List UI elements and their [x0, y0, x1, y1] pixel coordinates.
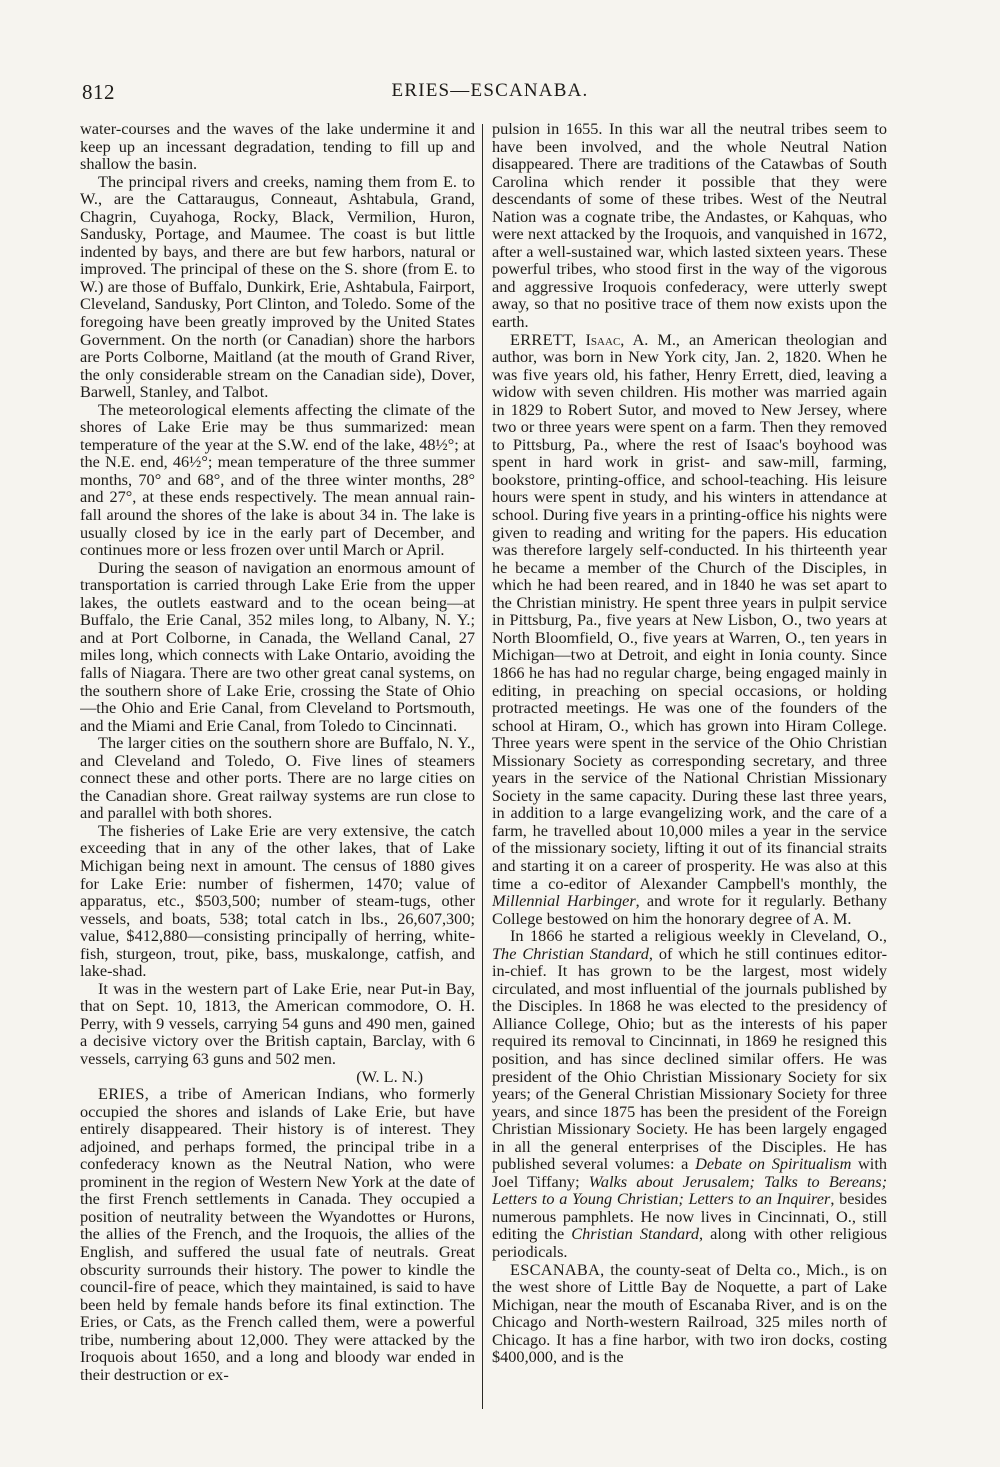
- paragraph: water-courses and the waves of the lake undermine it and keep up an incessant degradation, tending to fill up and shallow the basin.: [80, 120, 475, 174]
- paragraph: The larger cities on the southern shore are Buffalo, N. Y., and Cleveland and Toledo, O. Five lines of steamers connect these and other ports. There are no large cities on the Canadian shore. Great railway systems are run close to and parallel with both shores.: [80, 733, 475, 823]
- entry-errett: [492, 331, 887, 928]
- work-title: Debate on Spiritualism: [695, 1154, 852, 1174]
- entry-given-name: Isaac: [585, 329, 621, 349]
- entry-text: In 1866 he started a religious weekly in Cleveland, O.,: [510, 926, 887, 946]
- paragraph: The fisheries of Lake Erie are very extensive, the catch exceeding that in any of the other lakes, that of Lake Michigan being next in amount. The census of 1880 gives for Lake Erie: number of fishermen, 1470; value of apparatus, etc., $503,500; number of steam-tugs, other vessels, and boats, 538; total catch in lbs., 26,607,300; value, $412,880—consisting principally of herring, white-fish, sturgeon, trout, pike, bass, muskalonge, catfish, and lake-shad.: [80, 820, 475, 981]
- paragraph: [492, 927, 887, 1260]
- periodical-title: The Christian Standard: [492, 943, 649, 963]
- author-signature: (W. L. N.): [356, 1066, 423, 1086]
- periodical-title: Millennial Harbinger: [492, 891, 636, 911]
- paragraph-text: It was in the western part of Lake Erie, near Put-in Bay, that on Sept. 10, 1813, the American commodore, O. H. Perry, with 9 vessels, carrying 54 guns and 490 men, gained a decisive victory over the British captain, Barclay, with 6 vessels, carrying 63 guns and 502 men.: [80, 978, 475, 1068]
- paragraph: The principal rivers and creeks, naming them from E. to W., are the Cattaraugus, Conneaut, Ashtabula, Grand, Chagrin, Cuyahoga, Rocky, Black, Vermilion, Huron, Sandusky, Portage, and Maumee. The coast is but little indented by bays, and there are but few harbors, natural or improved. The principal of these on the S. shore (from E. to W.) are those of Buffalo, Dunkirk, Erie, Ashtabula, Fairport, Cleveland, Sandusky, Port Clinton, and Toledo. Some of the foregoing have been greatly improved by the United States Government. On the north (or Canadian) shore the harbors are Ports Colborne, Maitland (at the mouth of Grand River, the only considerable stream on the Canadian side), Dover, Barwell, Stanley, and Talbot.: [80, 171, 475, 402]
- paragraph: The meteorological elements affecting the climate of the shores of Lake Erie may be thus summarized: mean temperature of the year at the S.W. end of the lake, 48½°; at the N.E. end, 46½°; mean temperature of the three summer months, 70° and 68°, and of the three winter months, 28° and 27°, at these ends respectively. The mean annual rain-fall around the shores of the lake is about 34 in. The lake is usually closed by ice in the early part of December, and continues more or less frozen over until March or April.: [80, 399, 475, 560]
- paragraph: pulsion in 1655. In this war all the neutral tribes seem to have been involved, and the whole Neutral Nation disappeared. There are traditions of the Catawbas of South Carolina which render it possible that they were descendants of some of these tribes. West of the Neutral Nation was a cognate tribe, the Andastes, or Kahquas, who were next attacked by the Iroquois, and vanquished in 1672, after a well-sustained war, which lasted sixteen years. These powerful tribes, who stood first in the way of the vigorous and aggressive Iroquois confederacy, were utterly swept away, so that no positive trace of them now exists upon the earth.: [492, 120, 887, 332]
- entry-text: , of which he still continues editor-in-chief. It has grown to be the largest, most widely circulated, and most influential of the journals published by the Disciples. In 1868 he was elected to the presidency of Alliance College, Ohio; but as the interests of his paper required its removal to Cincinnati, in 1869 he resigned this position, and has since declined similar offers. He was president of the Ohio Christian Missionary Society for six years; of the General Christian Missionary Society for three years, and since 1875 has been the president of the Foreign Christian Missionary Society. He has been largely engaged in all the general enterprises of the Disciples. He has published several volumes: a: [492, 943, 887, 1174]
- paragraph: [80, 980, 475, 1085]
- entry-text: , A. M., an American theologian and author, was born in New York city, Jan. 2, 1820. When he was five years old, his father, Henry Errett, died, leaving a widow with seven children. His mother was married again in 1829 to Robert Sutor, and moved to New Jersey, where two or three years were spent on a farm. Then they removed to Pittsburg, Pa., where the rest of Isaac's boyhood was spent in hard work in grist- and saw-mill, farming, bookstore, printing-office, and school-teaching. His leisure hours were spent in study, and his winters in attendance at school. During five years in a printing-office his nights were given to reading and writing for the papers. His education was therefore largely self-conducted. In his thirteenth year he became a member of the Church of the Disciples, in which he had been reared, and in 1840 he was set apart to the Christian ministry. He spent three years in pulpit service in Pittsburg, Pa., five years at New Lisbon, O., two years at North Bloomfield, O., five years at Warren, O., ten years in Michigan—two at Detroit, and eight in Ionia county. Since 1866 he has had no regular charge, being engaged mainly in editing, in preaching on special occasions, or holding protracted meetings. He was one of the founders of the school at Hiram, O., which has grown into Hiram College. Three years were spent in the service of the Ohio Christian Missionary Society as corresponding secretary, and three years in the service of the National Christian Missionary Society in the same capacity. During these last three years, in addition to a large evangelizing work, and the care of a farm, he travelled about 10,000 miles a year in the service of the missionary society, lifting it out of its financial straits and starting it on a career of prosperity. He was also at this time a co-editor of Alexander Campbell's monthly, the: [492, 329, 887, 893]
- left-column: [80, 120, 475, 1420]
- entry-text: , along with other religious periodicals.: [492, 1224, 887, 1261]
- periodical-title: Christian Standard: [571, 1224, 700, 1244]
- entry-text: with Joel Tiffany;: [492, 1154, 887, 1191]
- entry-headword: ESCANABA,: [510, 1259, 605, 1279]
- work-titles: Walks about Jerusalem; Talks to Bereans; Letters to a Young Christian; Letters to an Inquirer: [492, 1171, 887, 1209]
- right-column: [492, 120, 887, 1420]
- entry-headword: ERRETT,: [510, 329, 577, 349]
- entry-headword: ERIES,: [98, 1084, 150, 1104]
- two-column-body: [80, 120, 900, 1420]
- entry-text: the county-seat of Delta co., Mich., is on the west shore of Little Bay de Noquette, a part of Lake Michigan, near the mouth of Escanaba River, and is on the Chicago and North-western Railroad, 325 miles north of Chicago. It has a fine harbor, with two iron docks, costing $400,000, and is the: [492, 1259, 887, 1367]
- paragraph: During the season of navigation an enormous amount of transportation is carried through Lake Erie from the upper lakes, the outlets eastward and to the ocean being—at Buffalo, the Erie Canal, 352 miles long, to Albany, N. Y.; and at Port Colborne, in Canada, the Welland Canal, 27 miles long, which connects with Lake Ontario, avoiding the falls of Niagara. There are two other great canal systems, on the southern shore of Lake Erie, crossing the State of Ohio—the Ohio and Erie Canal, from Cleveland to Portsmouth, and the Miami and Erie Canal, from Toledo to Cincinnati.: [80, 557, 475, 735]
- page-number: 812: [82, 80, 115, 104]
- entry-escanaba: [492, 1261, 887, 1366]
- page-header: [82, 80, 898, 110]
- entry-eries: [80, 1085, 475, 1383]
- column-divider: [482, 124, 483, 1409]
- entry-text: , besides numerous pamphlets. He now lives in Cincinnati, O., still editing the: [492, 1189, 887, 1244]
- entry-text: , and wrote for it regularly. Bethany College bestowed on him the honorary degree of A. M.: [492, 891, 887, 928]
- running-title: ERIES—ESCANABA.: [391, 80, 589, 101]
- entry-text: a tribe of American Indians, who formerly occupied the shores and islands of Lake Erie, but have entirely disappeared. Their history is of interest. They adjoined, and perhaps formed, the principal tribe in a confederacy known as the Neutral Nation, who were prominent in the region of Western New York at the date of the first French settlements in Canada. They occupied a position of neutrality between the Wyandottes or Hurons, the allies of the French, and the Iroquois, the allies of the English, and suffered the usual fate of neutrals. Great obscurity surrounds their history. The power to kindle the council-fire of peace, which they maintained, is said to have been held by female hands before its final extinction. The Eries, or Cats, as the French called them, were a powerful tribe, numbering about 12,000. They were attacked by the Iroquois about 1650, and a long and bloody war ended in their destruction or ex-: [80, 1084, 475, 1384]
